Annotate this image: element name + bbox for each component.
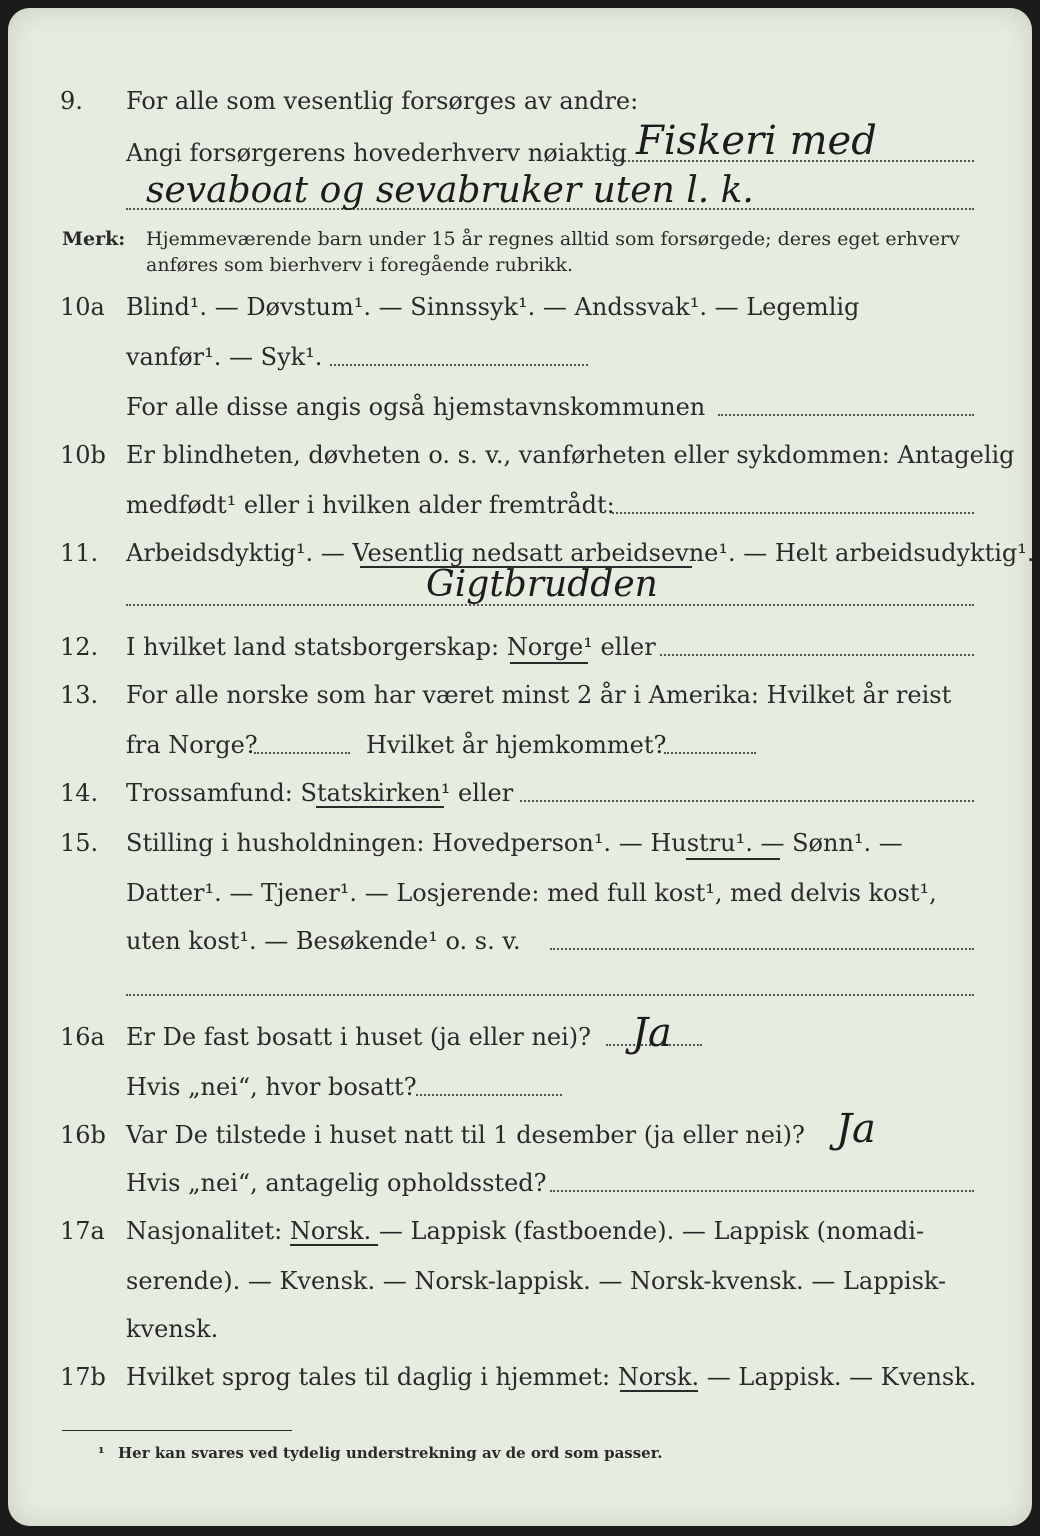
question-10b-line2: medfødt¹ eller i hvilken alder fremtrådt: xyxy=(126,491,615,519)
question-17a-line2: serende). — Kvensk. — Norsk-lappisk. — Norsk-kvensk. — Lappisk- xyxy=(126,1267,947,1295)
question-16b-text: Var De tilstede i huset natt til 1 desember (ja eller nei)? xyxy=(126,1121,805,1149)
underline-mark xyxy=(620,1390,698,1392)
question-15-number: 15. xyxy=(60,829,99,857)
underline-mark xyxy=(290,1244,378,1246)
handwritten-answer-9a: Fiskeri med xyxy=(636,118,877,164)
question-10a-text: Blind¹. — Døvstum¹. — Sinnssyk¹. — Andssvak¹. — Legemlig xyxy=(126,293,860,321)
note-line-1: Hjemmeværende barn under 15 år regnes alltid som forsørgede; deres eget erhverv xyxy=(146,228,960,250)
answer-line xyxy=(416,1094,562,1096)
question-17a-text: Nasjonalitet: Norsk. — Lappisk (fastboende). — Lappisk (nomadi- xyxy=(126,1217,925,1245)
handwritten-answer-9b: sevaboat og sevabruker uten l. k. xyxy=(146,170,754,211)
question-10a-line2: vanfør¹. — Syk¹. xyxy=(126,343,323,371)
question-17a-line3: kvensk. xyxy=(126,1315,219,1343)
handwritten-answer-11: Gigtbrudden xyxy=(426,564,658,605)
footnote-rule xyxy=(62,1430,292,1431)
answer-line xyxy=(550,948,974,950)
footnote-mark: ¹ xyxy=(98,1444,105,1462)
question-16b-number: 16b xyxy=(60,1121,106,1149)
underline-mark xyxy=(686,858,780,860)
question-13-text: For alle norske som har været minst 2 år i Amerika: Hvilket år reist xyxy=(126,681,952,709)
answer-line xyxy=(550,1190,974,1192)
question-16a-number: 16a xyxy=(60,1023,105,1051)
question-14-number: 14. xyxy=(60,779,99,807)
question-15-line2: Datter¹. — Tjener¹. — Losjerende: med full kost¹, med delvis kost¹, xyxy=(126,879,937,907)
note-label: Merk: xyxy=(62,228,126,250)
answer-line xyxy=(660,654,974,656)
footnote-text: Her kan svares ved tydelig understrekning av de ord som passer. xyxy=(118,1444,663,1462)
question-13-line2a: fra Norge? xyxy=(126,731,258,759)
question-9-number: 9. xyxy=(60,87,83,115)
answer-line xyxy=(330,364,588,366)
handwritten-answer-16b: Ja xyxy=(836,1106,876,1152)
question-11-number: 11. xyxy=(60,539,99,567)
answer-line xyxy=(520,800,974,802)
question-17b-text: Hvilket sprog tales til daglig i hjemmet: Norsk. — Lappisk. — Kvensk. xyxy=(126,1363,977,1391)
answer-line xyxy=(718,414,974,416)
question-16b-line2: Hvis „nei“, antagelig opholdssted? xyxy=(126,1169,547,1197)
question-16a-text: Er De fast bosatt i huset (ja eller nei)? xyxy=(126,1023,592,1051)
question-15-line3: uten kost¹. — Besøkende¹ o. s. v. xyxy=(126,927,521,955)
underline-mark xyxy=(316,806,444,808)
question-13-line2b: Hvilket år hjemkommet? xyxy=(366,731,667,759)
handwritten-answer-16a: Ja xyxy=(632,1010,672,1056)
question-15-text: Stilling i husholdningen: Hovedperson¹. — Hustru¹. — Sønn¹. — xyxy=(126,829,903,857)
question-9-text: For alle som vesentlig forsørges av andre: xyxy=(126,87,639,115)
answer-line xyxy=(254,752,350,754)
note-line-2: anføres som bierhverv i foregående rubrikk. xyxy=(146,254,574,276)
question-17b-number: 17b xyxy=(60,1363,106,1391)
question-16a-line2: Hvis „nei“, hvor bosatt? xyxy=(126,1073,417,1101)
question-10b-number: 10b xyxy=(60,441,106,469)
question-10a-number: 10a xyxy=(60,293,105,321)
question-17a-number: 17a xyxy=(60,1217,105,1245)
question-11-text: Arbeidsdyktig¹. — Vesentlig nedsatt arbeidsevne¹. — Helt arbeidsudyktig¹. xyxy=(126,539,1035,567)
underline-mark xyxy=(510,662,588,664)
answer-line xyxy=(612,512,974,514)
question-13-number: 13. xyxy=(60,681,99,709)
question-14-text: Trossamfund: Statskirken¹ eller xyxy=(126,779,514,807)
question-12-text: I hvilket land statsborgerskap: Norge¹ eller xyxy=(126,633,656,661)
question-12-number: 12. xyxy=(60,633,99,661)
question-9-prompt: Angi forsørgerens hovederhverv nøiaktig xyxy=(126,139,627,167)
answer-line xyxy=(126,994,974,996)
question-10b-text: Er blindheten, døvheten o. s. v., vanførheten eller sykdommen: Antagelig xyxy=(126,441,1015,469)
answer-line xyxy=(664,752,756,754)
question-10a-line3: For alle disse angis også hjemstavnskommunen xyxy=(126,393,706,421)
